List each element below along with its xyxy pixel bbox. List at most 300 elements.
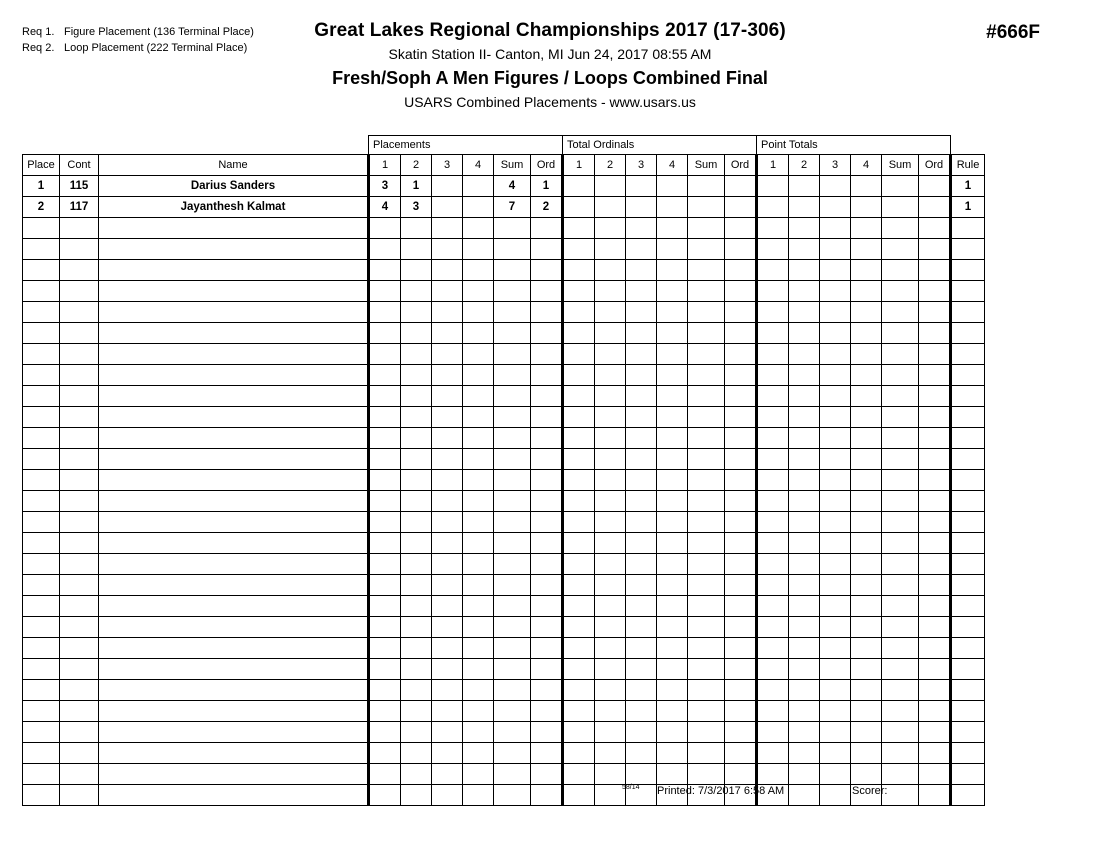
cell-total_ordinals-2[interactable] [626, 218, 657, 239]
cell-placements-3[interactable] [463, 281, 494, 302]
cell-total_ordinals-0[interactable] [563, 575, 595, 596]
cell-placements-5[interactable] [531, 344, 563, 365]
cell-point_totals-5[interactable] [919, 323, 951, 344]
cell-cont[interactable]: 115 [60, 176, 99, 197]
cell-point_totals-5[interactable] [919, 743, 951, 764]
cell-placements-5[interactable]: 1 [531, 176, 563, 197]
cell-place[interactable] [23, 323, 60, 344]
cell-point_totals-5[interactable] [919, 449, 951, 470]
cell-placements-2[interactable] [432, 176, 463, 197]
cell-total_ordinals-0[interactable] [563, 365, 595, 386]
cell-placements-5[interactable] [531, 323, 563, 344]
cell-total_ordinals-5[interactable] [725, 449, 757, 470]
cell-placements-5[interactable] [531, 449, 563, 470]
cell-name[interactable] [99, 281, 369, 302]
cell-total_ordinals-5[interactable] [725, 659, 757, 680]
cell-total_ordinals-2[interactable] [626, 596, 657, 617]
cell-total_ordinals-4[interactable] [688, 638, 725, 659]
cell-point_totals-3[interactable] [851, 512, 882, 533]
cell-total_ordinals-1[interactable] [595, 554, 626, 575]
cell-total_ordinals-0[interactable] [563, 596, 595, 617]
cell-point_totals-4[interactable] [882, 470, 919, 491]
cell-placements-4[interactable] [494, 533, 531, 554]
cell-point_totals-5[interactable] [919, 701, 951, 722]
cell-placements-2[interactable] [432, 617, 463, 638]
cell-name[interactable] [99, 722, 369, 743]
cell-cont[interactable] [60, 407, 99, 428]
cell-total_ordinals-2[interactable] [626, 470, 657, 491]
cell-placements-3[interactable] [463, 176, 494, 197]
cell-placements-1[interactable] [401, 491, 432, 512]
cell-placements-0[interactable] [369, 386, 401, 407]
cell-total_ordinals-3[interactable] [657, 386, 688, 407]
cell-total_ordinals-0[interactable] [563, 239, 595, 260]
cell-point_totals-1[interactable] [789, 470, 820, 491]
cell-point_totals-0[interactable] [757, 743, 789, 764]
cell-point_totals-5[interactable] [919, 365, 951, 386]
cell-total_ordinals-0[interactable] [563, 344, 595, 365]
cell-point_totals-5[interactable] [919, 197, 951, 218]
cell-placements-0[interactable] [369, 638, 401, 659]
cell-total_ordinals-3[interactable] [657, 617, 688, 638]
cell-placements-2[interactable] [432, 197, 463, 218]
cell-placements-1[interactable]: 3 [401, 197, 432, 218]
cell-point_totals-4[interactable] [882, 323, 919, 344]
cell-total_ordinals-5[interactable] [725, 680, 757, 701]
cell-total_ordinals-5[interactable] [725, 638, 757, 659]
cell-total_ordinals-3[interactable] [657, 722, 688, 743]
cell-total_ordinals-3[interactable] [657, 449, 688, 470]
cell-placements-3[interactable] [463, 239, 494, 260]
cell-total_ordinals-5[interactable] [725, 617, 757, 638]
cell-point_totals-3[interactable] [851, 407, 882, 428]
cell-placements-4[interactable] [494, 722, 531, 743]
cell-cont[interactable] [60, 533, 99, 554]
cell-rule[interactable] [951, 449, 985, 470]
cell-cont[interactable] [60, 449, 99, 470]
cell-point_totals-2[interactable] [820, 323, 851, 344]
cell-total_ordinals-0[interactable] [563, 722, 595, 743]
cell-placements-4[interactable] [494, 743, 531, 764]
cell-point_totals-5[interactable] [919, 428, 951, 449]
cell-placements-0[interactable] [369, 533, 401, 554]
cell-total_ordinals-5[interactable] [725, 596, 757, 617]
cell-name[interactable]: Jayanthesh Kalmat [99, 197, 369, 218]
cell-point_totals-5[interactable] [919, 281, 951, 302]
cell-total_ordinals-2[interactable] [626, 449, 657, 470]
cell-point_totals-1[interactable] [789, 596, 820, 617]
cell-placements-3[interactable] [463, 701, 494, 722]
cell-total_ordinals-3[interactable] [657, 260, 688, 281]
cell-total_ordinals-0[interactable] [563, 449, 595, 470]
cell-place[interactable] [23, 239, 60, 260]
cell-placements-0[interactable] [369, 344, 401, 365]
cell-place[interactable] [23, 680, 60, 701]
cell-point_totals-4[interactable] [882, 680, 919, 701]
cell-total_ordinals-3[interactable] [657, 365, 688, 386]
cell-point_totals-0[interactable] [757, 617, 789, 638]
cell-point_totals-3[interactable] [851, 596, 882, 617]
cell-point_totals-0[interactable] [757, 260, 789, 281]
cell-point_totals-1[interactable] [789, 575, 820, 596]
cell-placements-3[interactable] [463, 638, 494, 659]
cell-rule[interactable] [951, 470, 985, 491]
cell-placements-2[interactable] [432, 743, 463, 764]
cell-placements-1[interactable] [401, 407, 432, 428]
cell-placements-3[interactable] [463, 302, 494, 323]
cell-placements-2[interactable] [432, 218, 463, 239]
cell-placements-3[interactable] [463, 407, 494, 428]
cell-name[interactable] [99, 596, 369, 617]
cell-place[interactable] [23, 512, 60, 533]
cell-total_ordinals-1[interactable] [595, 176, 626, 197]
cell-total_ordinals-0[interactable] [563, 470, 595, 491]
cell-total_ordinals-5[interactable] [725, 365, 757, 386]
cell-place[interactable] [23, 449, 60, 470]
cell-placements-0[interactable] [369, 659, 401, 680]
cell-point_totals-5[interactable] [919, 533, 951, 554]
cell-name[interactable] [99, 743, 369, 764]
cell-placements-4[interactable] [494, 428, 531, 449]
cell-point_totals-5[interactable] [919, 554, 951, 575]
cell-placements-4[interactable] [494, 239, 531, 260]
cell-point_totals-0[interactable] [757, 575, 789, 596]
cell-point_totals-5[interactable] [919, 575, 951, 596]
cell-placements-5[interactable] [531, 659, 563, 680]
cell-placements-2[interactable] [432, 428, 463, 449]
cell-placements-2[interactable] [432, 260, 463, 281]
cell-total_ordinals-2[interactable] [626, 491, 657, 512]
cell-total_ordinals-2[interactable] [626, 575, 657, 596]
cell-total_ordinals-3[interactable] [657, 344, 688, 365]
cell-point_totals-0[interactable] [757, 239, 789, 260]
cell-placements-1[interactable]: 1 [401, 176, 432, 197]
cell-place[interactable] [23, 596, 60, 617]
cell-total_ordinals-1[interactable] [595, 323, 626, 344]
cell-placements-1[interactable] [401, 701, 432, 722]
cell-placements-1[interactable] [401, 554, 432, 575]
cell-point_totals-1[interactable] [789, 491, 820, 512]
cell-total_ordinals-2[interactable] [626, 176, 657, 197]
cell-rule[interactable] [951, 575, 985, 596]
cell-total_ordinals-3[interactable] [657, 407, 688, 428]
cell-placements-0[interactable] [369, 260, 401, 281]
cell-total_ordinals-4[interactable] [688, 407, 725, 428]
cell-total_ordinals-2[interactable] [626, 239, 657, 260]
cell-rule[interactable] [951, 302, 985, 323]
cell-cont[interactable] [60, 218, 99, 239]
cell-placements-1[interactable] [401, 365, 432, 386]
cell-placements-4[interactable] [494, 302, 531, 323]
cell-point_totals-4[interactable] [882, 386, 919, 407]
cell-total_ordinals-1[interactable] [595, 365, 626, 386]
cell-point_totals-4[interactable] [882, 596, 919, 617]
cell-point_totals-3[interactable] [851, 365, 882, 386]
cell-total_ordinals-3[interactable] [657, 680, 688, 701]
cell-cont[interactable] [60, 512, 99, 533]
cell-point_totals-1[interactable] [789, 617, 820, 638]
cell-placements-0[interactable]: 3 [369, 176, 401, 197]
cell-total_ordinals-2[interactable] [626, 533, 657, 554]
cell-total_ordinals-2[interactable] [626, 428, 657, 449]
cell-total_ordinals-4[interactable] [688, 554, 725, 575]
cell-placements-2[interactable] [432, 533, 463, 554]
cell-point_totals-3[interactable] [851, 638, 882, 659]
cell-point_totals-2[interactable] [820, 281, 851, 302]
cell-point_totals-4[interactable] [882, 701, 919, 722]
cell-placements-4[interactable]: 7 [494, 197, 531, 218]
cell-placements-5[interactable] [531, 575, 563, 596]
cell-point_totals-4[interactable] [882, 512, 919, 533]
cell-placements-1[interactable] [401, 386, 432, 407]
cell-total_ordinals-2[interactable] [626, 680, 657, 701]
cell-point_totals-2[interactable] [820, 575, 851, 596]
cell-total_ordinals-0[interactable] [563, 680, 595, 701]
cell-point_totals-1[interactable] [789, 449, 820, 470]
cell-placements-5[interactable] [531, 386, 563, 407]
cell-placements-5[interactable] [531, 260, 563, 281]
cell-total_ordinals-2[interactable] [626, 407, 657, 428]
cell-total_ordinals-5[interactable] [725, 533, 757, 554]
cell-total_ordinals-2[interactable] [626, 701, 657, 722]
cell-total_ordinals-4[interactable] [688, 470, 725, 491]
cell-point_totals-5[interactable] [919, 722, 951, 743]
cell-place[interactable] [23, 407, 60, 428]
cell-placements-0[interactable] [369, 575, 401, 596]
cell-point_totals-0[interactable] [757, 491, 789, 512]
cell-placements-4[interactable] [494, 449, 531, 470]
cell-total_ordinals-0[interactable] [563, 176, 595, 197]
cell-total_ordinals-4[interactable] [688, 365, 725, 386]
cell-point_totals-3[interactable] [851, 239, 882, 260]
cell-rule[interactable] [951, 218, 985, 239]
cell-placements-4[interactable] [494, 617, 531, 638]
cell-cont[interactable] [60, 323, 99, 344]
cell-total_ordinals-1[interactable] [595, 281, 626, 302]
cell-placements-5[interactable] [531, 743, 563, 764]
cell-name[interactable] [99, 302, 369, 323]
cell-placements-1[interactable] [401, 533, 432, 554]
cell-placements-3[interactable] [463, 449, 494, 470]
cell-placements-4[interactable] [494, 512, 531, 533]
cell-total_ordinals-5[interactable] [725, 743, 757, 764]
cell-point_totals-5[interactable] [919, 638, 951, 659]
cell-placements-5[interactable] [531, 701, 563, 722]
cell-total_ordinals-4[interactable] [688, 449, 725, 470]
cell-point_totals-3[interactable] [851, 218, 882, 239]
cell-point_totals-5[interactable] [919, 596, 951, 617]
cell-total_ordinals-2[interactable] [626, 638, 657, 659]
cell-name[interactable] [99, 533, 369, 554]
cell-placements-1[interactable] [401, 302, 432, 323]
cell-point_totals-3[interactable] [851, 428, 882, 449]
cell-point_totals-5[interactable] [919, 491, 951, 512]
cell-name[interactable] [99, 260, 369, 281]
cell-total_ordinals-3[interactable] [657, 554, 688, 575]
cell-rule[interactable] [951, 722, 985, 743]
cell-point_totals-5[interactable] [919, 260, 951, 281]
cell-placements-5[interactable] [531, 365, 563, 386]
cell-placements-2[interactable] [432, 659, 463, 680]
cell-total_ordinals-4[interactable] [688, 533, 725, 554]
cell-place[interactable] [23, 533, 60, 554]
cell-place[interactable] [23, 218, 60, 239]
cell-total_ordinals-4[interactable] [688, 617, 725, 638]
cell-point_totals-3[interactable] [851, 197, 882, 218]
cell-placements-2[interactable] [432, 449, 463, 470]
cell-name[interactable] [99, 512, 369, 533]
cell-total_ordinals-3[interactable] [657, 323, 688, 344]
cell-total_ordinals-0[interactable] [563, 218, 595, 239]
cell-total_ordinals-5[interactable] [725, 218, 757, 239]
cell-rule[interactable] [951, 533, 985, 554]
cell-placements-2[interactable] [432, 596, 463, 617]
cell-total_ordinals-1[interactable] [595, 680, 626, 701]
cell-cont[interactable] [60, 302, 99, 323]
cell-total_ordinals-3[interactable] [657, 596, 688, 617]
cell-placements-2[interactable] [432, 281, 463, 302]
cell-total_ordinals-3[interactable] [657, 575, 688, 596]
cell-placements-3[interactable] [463, 659, 494, 680]
cell-name[interactable] [99, 659, 369, 680]
cell-total_ordinals-5[interactable] [725, 281, 757, 302]
cell-name[interactable] [99, 218, 369, 239]
cell-placements-3[interactable] [463, 470, 494, 491]
cell-placements-5[interactable] [531, 491, 563, 512]
cell-placements-3[interactable] [463, 323, 494, 344]
cell-point_totals-2[interactable] [820, 302, 851, 323]
cell-rule[interactable] [951, 344, 985, 365]
cell-placements-2[interactable] [432, 512, 463, 533]
cell-total_ordinals-2[interactable] [626, 722, 657, 743]
cell-placements-2[interactable] [432, 344, 463, 365]
cell-place[interactable] [23, 722, 60, 743]
cell-total_ordinals-1[interactable] [595, 386, 626, 407]
cell-point_totals-3[interactable] [851, 470, 882, 491]
cell-point_totals-4[interactable] [882, 239, 919, 260]
cell-point_totals-4[interactable] [882, 743, 919, 764]
cell-point_totals-1[interactable] [789, 302, 820, 323]
cell-point_totals-2[interactable] [820, 701, 851, 722]
cell-placements-5[interactable] [531, 638, 563, 659]
cell-placements-4[interactable] [494, 218, 531, 239]
cell-point_totals-2[interactable] [820, 449, 851, 470]
cell-placements-3[interactable] [463, 575, 494, 596]
cell-placements-1[interactable] [401, 281, 432, 302]
cell-total_ordinals-1[interactable] [595, 239, 626, 260]
cell-placements-0[interactable]: 4 [369, 197, 401, 218]
cell-placements-0[interactable] [369, 428, 401, 449]
cell-total_ordinals-0[interactable] [563, 554, 595, 575]
cell-point_totals-2[interactable] [820, 260, 851, 281]
cell-point_totals-1[interactable] [789, 323, 820, 344]
cell-cont[interactable] [60, 638, 99, 659]
cell-point_totals-2[interactable] [820, 533, 851, 554]
cell-placements-1[interactable] [401, 638, 432, 659]
cell-total_ordinals-0[interactable] [563, 638, 595, 659]
cell-placements-4[interactable] [494, 344, 531, 365]
cell-point_totals-2[interactable] [820, 680, 851, 701]
cell-total_ordinals-5[interactable] [725, 512, 757, 533]
cell-placements-1[interactable] [401, 743, 432, 764]
cell-name[interactable] [99, 449, 369, 470]
cell-cont[interactable] [60, 281, 99, 302]
cell-total_ordinals-2[interactable] [626, 554, 657, 575]
cell-placements-2[interactable] [432, 722, 463, 743]
cell-placements-3[interactable] [463, 722, 494, 743]
cell-point_totals-1[interactable] [789, 218, 820, 239]
cell-placements-5[interactable] [531, 239, 563, 260]
cell-point_totals-0[interactable] [757, 281, 789, 302]
cell-total_ordinals-1[interactable] [595, 260, 626, 281]
cell-point_totals-3[interactable] [851, 554, 882, 575]
cell-rule[interactable]: 1 [951, 176, 985, 197]
cell-placements-5[interactable] [531, 617, 563, 638]
cell-placements-5[interactable] [531, 407, 563, 428]
cell-placements-3[interactable] [463, 743, 494, 764]
cell-placements-0[interactable] [369, 323, 401, 344]
cell-total_ordinals-3[interactable] [657, 701, 688, 722]
cell-name[interactable] [99, 470, 369, 491]
cell-placements-3[interactable] [463, 218, 494, 239]
cell-total_ordinals-5[interactable] [725, 302, 757, 323]
cell-placements-1[interactable] [401, 680, 432, 701]
cell-place[interactable] [23, 701, 60, 722]
cell-total_ordinals-1[interactable] [595, 197, 626, 218]
cell-total_ordinals-3[interactable] [657, 176, 688, 197]
cell-placements-2[interactable] [432, 386, 463, 407]
cell-name[interactable] [99, 344, 369, 365]
cell-name[interactable] [99, 428, 369, 449]
cell-point_totals-3[interactable] [851, 575, 882, 596]
cell-total_ordinals-1[interactable] [595, 617, 626, 638]
cell-point_totals-1[interactable] [789, 386, 820, 407]
cell-placements-5[interactable] [531, 533, 563, 554]
cell-placements-2[interactable] [432, 575, 463, 596]
cell-placements-2[interactable] [432, 239, 463, 260]
cell-total_ordinals-4[interactable] [688, 428, 725, 449]
cell-total_ordinals-0[interactable] [563, 533, 595, 554]
cell-total_ordinals-5[interactable] [725, 239, 757, 260]
cell-point_totals-4[interactable] [882, 197, 919, 218]
cell-point_totals-1[interactable] [789, 722, 820, 743]
cell-total_ordinals-5[interactable] [725, 428, 757, 449]
cell-point_totals-4[interactable] [882, 659, 919, 680]
cell-placements-5[interactable] [531, 281, 563, 302]
cell-total_ordinals-3[interactable] [657, 239, 688, 260]
cell-total_ordinals-4[interactable] [688, 302, 725, 323]
cell-total_ordinals-1[interactable] [595, 743, 626, 764]
cell-total_ordinals-3[interactable] [657, 197, 688, 218]
cell-placements-5[interactable] [531, 428, 563, 449]
cell-point_totals-3[interactable] [851, 722, 882, 743]
cell-placements-2[interactable] [432, 470, 463, 491]
cell-name[interactable] [99, 365, 369, 386]
cell-total_ordinals-4[interactable] [688, 575, 725, 596]
cell-total_ordinals-5[interactable] [725, 323, 757, 344]
cell-total_ordinals-5[interactable] [725, 197, 757, 218]
cell-cont[interactable] [60, 554, 99, 575]
cell-placements-3[interactable] [463, 596, 494, 617]
cell-placements-1[interactable] [401, 722, 432, 743]
cell-placements-5[interactable] [531, 302, 563, 323]
cell-cont[interactable] [60, 743, 99, 764]
cell-placements-4[interactable] [494, 470, 531, 491]
cell-place[interactable] [23, 554, 60, 575]
cell-point_totals-5[interactable] [919, 176, 951, 197]
cell-placements-3[interactable] [463, 617, 494, 638]
cell-placements-4[interactable]: 4 [494, 176, 531, 197]
